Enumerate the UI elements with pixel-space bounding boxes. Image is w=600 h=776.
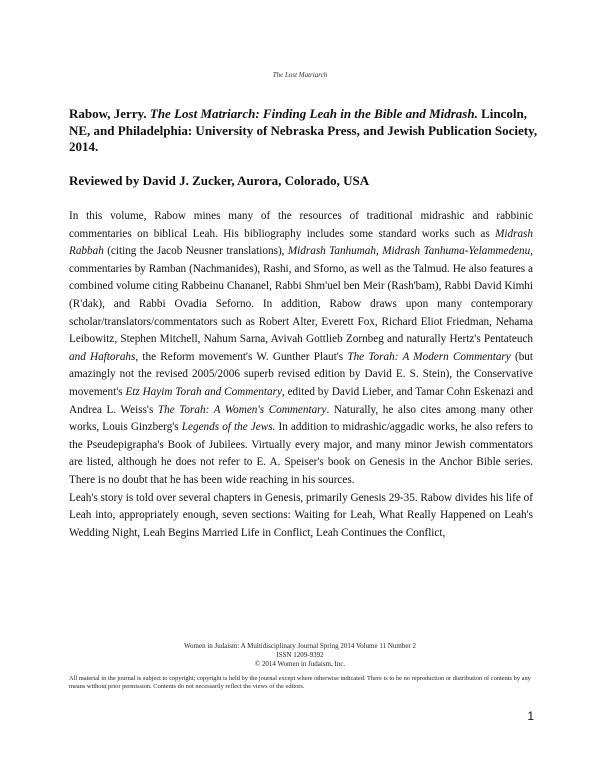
italic-title: Etz Hayim Torah and Commentary — [125, 385, 282, 398]
journal-name: Women in Judaism: A Multidisciplinary Journal Spring 2014 Volume 11 Number 2 — [183, 642, 417, 650]
italic-title: The Torah: A Women's Commentary — [157, 403, 327, 416]
text-run: (but amazingly not the revised 2005/2006 superb revised edition by David E. S. Stein), the Conservative movement's — [69, 350, 533, 398]
italic-title: Midrash Tanhuma-Yelammedenu, — [382, 245, 533, 258]
italic-title: and Haftorahs — [69, 350, 136, 363]
journal-footer — [0, 642, 600, 669]
text-run: , edited by David Lieber, and Tamar Cohn Eskenazi and Andrea L. Weiss's — [69, 385, 533, 416]
text-run: (citing the Jacob Neusner translations), — [103, 245, 288, 258]
rights-notice: All material in the journal is subject to copyright; copyright is held by the journal except where otherwise indicated. There is to be no reproduction or distribution of contents by any means without prior permission. Contents do not necessarily reflect the views of the editors. — [69, 675, 531, 691]
italic-title: The Torah: A Modern Commentary — [347, 350, 511, 363]
italic-title: Midrash Tanhumah — [287, 245, 376, 258]
citation-title: The Lost Matriarch: Finding Leah in the Bible and Midrash. — [149, 106, 478, 121]
text-run: , — [376, 245, 383, 258]
text-run: In addition to midrashic/aggadic works, he also refers to the Pseudepigrapha's Book of Jubilees. Virtually every major, and many minor Jewish commentators are listed, although he does not refer to E. A. Speiser's book on Genesis in the Anchor Bible series. There is no doubt that he has been wide reaching in his sources. — [69, 421, 533, 486]
reviewer-line: Reviewed by David J. Zucker, Aurora, Colorado, USA — [69, 173, 370, 188]
text-run: In this volume, Rabow mines many of the resources of traditional midrashic and rabbinic commentaries on biblical Leah. His bibliography includes some standard works such as — [69, 210, 533, 240]
book-citation — [69, 106, 539, 156]
citation-publication: Lincoln, NE, and Philadelphia: University of Nebraska Press, and Jewish Publication Society, 2014. — [69, 106, 538, 154]
italic-title: Legends of the Jews. — [181, 421, 276, 434]
text-run: . Naturally, he also cites among many other works, Louis Ginzberg's — [69, 403, 533, 434]
issn: ISSN 1209-9392 — [276, 651, 324, 659]
copyright: © 2014 Women in Judaism, Inc. — [254, 660, 346, 668]
text-run: commentaries by Ramban (Nachmanides), Rashi, and Sforno, as well as the Talmud. He also features a combined volume citing Rabbeinu Chananel, Rabbi Shm'uel ben Meir (Rash'bam), Rabbi David Kimhi (R'dak), and Rabbi Ovadia Seforno. In addition, Rabow draws upon many contemporary scholar/translators/commentators such as Robert Alter, Everett Fox, Richard Eliot Friedman, Nehama Leibowitz, Stephen Mitchell, Nahum Sarna, Avivah Gottlieb Zornbeg and naturally Hertz's Pentateuch — [69, 262, 533, 346]
citation-author: Rabow, Jerry. — [69, 106, 147, 121]
paragraph — [69, 208, 533, 490]
review-body — [69, 208, 533, 542]
running-head: The Lost Matriarch — [272, 71, 328, 79]
italic-title: Midrash Rabbah — [69, 227, 533, 258]
text-run: , the Reform movement's W. Gunther Plaut's — [135, 350, 348, 363]
page-number: 1 — [527, 709, 534, 723]
paragraph: Leah's story is told over several chapters in Genesis, primarily Genesis 29-35. Rabow divides his life of Leah into, appropriately enough, seven sections: Waiting for Leah, What Really Happened on Leah's Wedding Night, Leah Begins Married Life in Conflict, Leah Continues the Conflict, — [69, 491, 533, 539]
